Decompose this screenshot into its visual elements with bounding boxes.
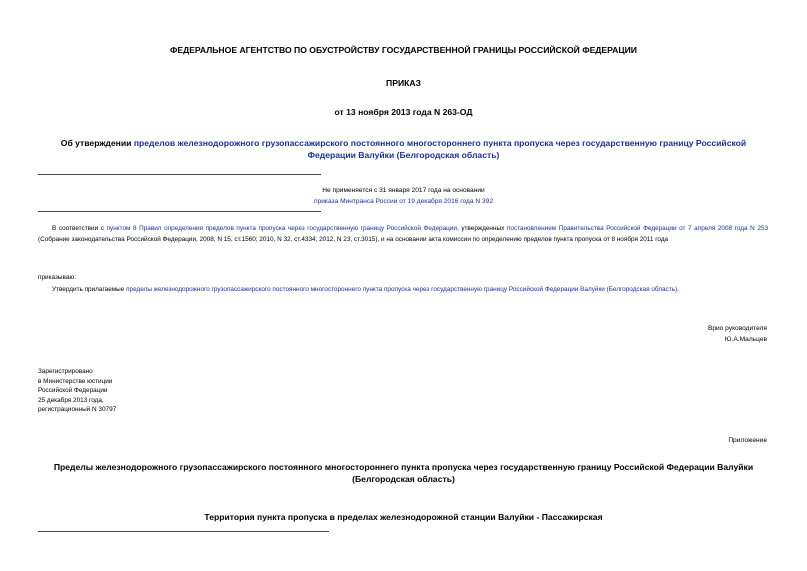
appendix-subtitle: Территория пункта пропуска в пределах железнодорожной станции Валуйки - Пассажирская <box>204 512 603 522</box>
signature-block <box>708 323 767 345</box>
status-note-text: Не применяется с 31 января 2017 года на основании <box>322 187 485 194</box>
document-type: ПРИКАЗ <box>386 78 421 88</box>
signer-position: Врио руководителя <box>707 325 767 332</box>
status-note-link[interactable]: приказа Минтранса России от 19 декабря 2016 года N 392 <box>314 198 493 205</box>
rules-link[interactable]: пунктом 8 Правил определения пределов пункта пропуска через государственную границу Российской Федерации <box>106 225 457 232</box>
registration-line: Российской Федерации <box>38 387 108 394</box>
divider-footer <box>38 531 329 532</box>
registration-line: в Министерстве юстиции <box>38 377 113 385</box>
limits-link[interactable]: пределы железнодорожного грузопассажирского постоянного многостороннего пункта пропуска через государственную границу Российской Федерации Валуйки (Белгородская область) <box>126 286 678 293</box>
appendix-title: Пределы железнодорожного грузопассажирского постоянного многостороннего пункта пропуска через государственную границу Российской Федерации Валуйки (Белгородская область) <box>53 462 754 484</box>
status-note <box>0 185 807 207</box>
decree-link[interactable]: постановлением Правительства Российской Федерации от 7 апреля 2008 года N 253 <box>506 225 768 232</box>
approval-paragraph <box>38 284 768 295</box>
title-prefix: Об утверждении <box>60 138 134 148</box>
order-date-number: от 13 ноября 2013 года N 263-ОД <box>334 107 473 117</box>
divider-bottom <box>38 211 321 212</box>
divider-top <box>38 174 321 175</box>
appendix-label: Приложение <box>728 437 767 444</box>
registration-line: Зарегистрировано <box>38 368 93 375</box>
signer-name: Ю.А.Мальцев <box>724 336 767 343</box>
preamble-text-1: В соответствии с <box>52 225 107 232</box>
agency-heading: ФЕДЕРАЛЬНОЕ АГЕНТСТВО ПО ОБУСТРОЙСТВУ ГОСУДАРСТВЕННОЙ ГРАНИЦЫ РОССИЙСКОЙ ФЕДЕРАЦИИ <box>170 45 637 55</box>
registration-line: 25 декабря 2013 года, <box>38 396 104 404</box>
title-link[interactable]: пределов железнодорожного грузопассажирского постоянного многостороннего пункта пропуска через государственную границу Российской Федерации Валуйки (Белгородская область) <box>133 138 747 160</box>
approval-text: Утвердить прилагаемые <box>52 286 127 293</box>
registration-line: регистрационный N 30797 <box>38 406 117 413</box>
order-word: приказываю: <box>38 274 76 281</box>
preamble-text-2: , утвержденных <box>456 225 507 232</box>
approval-end: . <box>677 286 679 293</box>
registration-block <box>38 367 116 415</box>
document-title <box>40 137 767 161</box>
preamble-text-3: (Собрание законодательства Российской Федерации, 2008, N 15, ст.1560; 2010, N 32, ст.4334; 2012, N 23, ст.3015), и на основании акта комиссии по определению пределов пункта пропуска от 8 ноября 2011 года <box>38 236 669 243</box>
preamble-paragraph <box>38 223 768 245</box>
